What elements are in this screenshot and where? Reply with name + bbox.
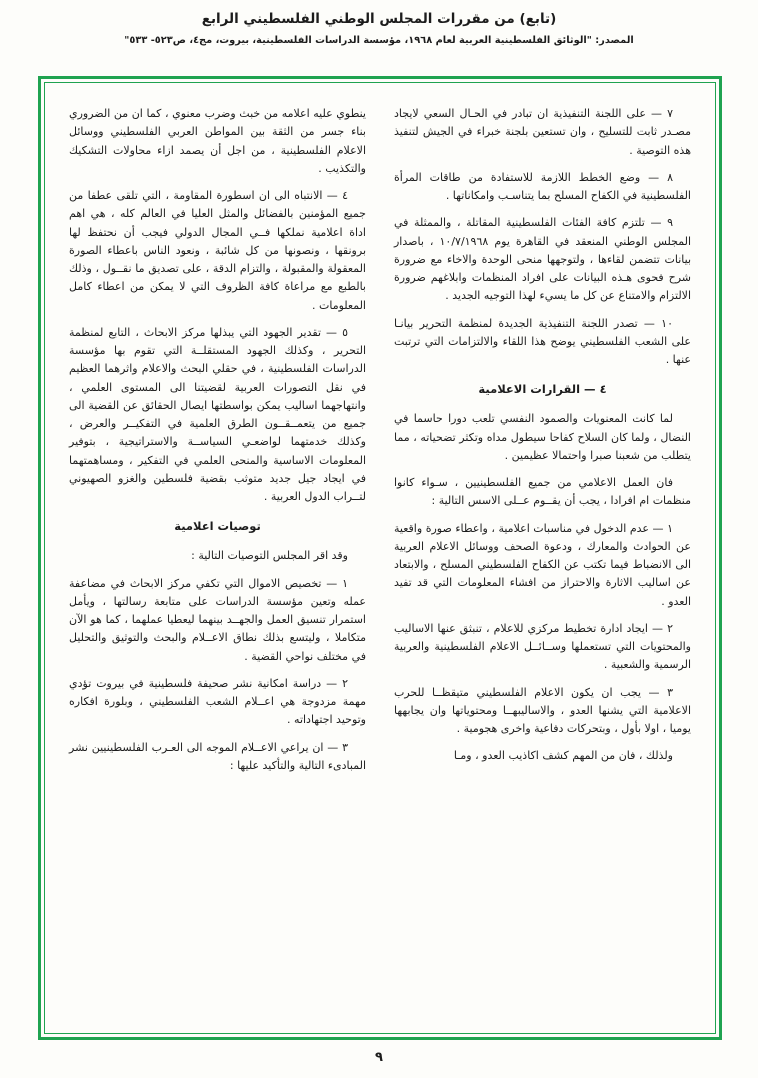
resolution-item-9: ٩ — تلتزم كافة الفئات الفلسطينية المقاتلة ، والممثلة في المجلس الوطني المنعقد في القاهرة يوم ١٠/٧/١٩٦٨ ، باصدار بيانات تتضمن لقاءها ، ولتوجهها منحى الوحدة والاخاء مع ضرورة شرح فحوى هـذه البيانات على افراد المنظمات وابلاغهم ضرورة الالتزام والامتناع عن كل ما يسيء لهذا التوجيه الجديد .	[394, 216, 691, 303]
resolution-item-8: ٨ — وضع الخطط اللازمة للاستفادة من طاقات المرأة الفلسطينية في الكفاح المسلح بما يتناسـب وامكاناتها .	[394, 170, 691, 202]
section-heading-media-recommendations: توصيات اعلامية	[174, 519, 261, 534]
paragraph: فان العمل الاعلامي من جميع الفلسطينيين ، سـواء كانوا منظمات ام افرادا ، يجب أن يقــوم عــلى الاسس التالية :	[394, 476, 691, 508]
section-heading-media-resolutions: ٤ — القرارات الاعلامية	[478, 382, 607, 397]
paragraph: لما كانت المعنويات والصمود النفسي تلعب دورا حاسما في النضال ، ولما كان السلاح كفاحا سيطول مداه وتكثر تضحياته ، مما يتطلب من شعبنا صبرا واحتمالا عظيمين .	[394, 412, 691, 462]
paragraph-continuation: ينطوي عليه اعلامه من خبث وضرب معنوي ، كما ان من الضروري بناء جسر من الثقة بين المواطن العربي الفلسطيني ووسائل الاعلام الفلسطينية ، من اجل أن يصمد ازاء محاولات التشكيك والتكذيب .	[69, 107, 366, 175]
media-principle-item-1: ١ — عدم الدخول في مناسبات اعلامية ، واعطاء صورة واقعية عن الحوادث والمعارك ، ودعوة الصحف ووسائل الاعلام العربية الى الانضباط فيما تكتب عن الكفاح الفلسطيني المسلح ، والابتعاد عن اساليب الاثارة والاحتراز من افشاء المعلومات التي قد تفيد العدو .	[394, 521, 691, 608]
page-number: ٩	[375, 1050, 383, 1065]
document-header	[0, 0, 758, 46]
resolution-item-7: ٧ — على اللجنة التنفيذية ان تبادر في الحـال السعي لايجاد مصـدر ثابت للتسليح ، وان تستعين بلجنة خبراء في الجيش لتنفيذ هذه التوصية .	[394, 107, 691, 157]
document-source-line: المصدر: "الوثائق الفلسطينية العربية لعام ١٩٦٨، مؤسسة الدراسات الفلسطينية، بيروت، مج٤، ص٥٢٣- ٥٣٣"	[124, 35, 634, 46]
media-principle-item-4: ٤ — الانتباه الى ان اسطورة المقاومة ، التي تلقى عطفا من جميع المؤمنين بالفضائل والمثل العليا في العالم كله ، هي اهم اداة اعلامية نملكها فــي المجال الدولي فيجب أن نحتفظ لها برونقها ، ونصونها من كل شائبة ، ونعود الناس باعطاء الصورة المعقولة والمقبولة ، والتزام الدقة ، على تصديق ما نقــول ، وذلك بالطبع مع مراعاة كافة الظروف التي لا يمكن من اعطاء كامل المعلومات .	[69, 189, 366, 312]
green-frame-inner-line	[44, 82, 716, 1034]
green-double-frame	[38, 76, 722, 1040]
recommendation-item-1: ١ — تخصيص الاموال التي تكفي مركز الابحاث في مضاعفة عمله وتعين مؤسسة الدراسات على متابعة رسالتها ، ويأمل استمرار تنسيق العمل والجهــد بينهما ليعطيا عملهما ، كما هو الآن متكاملا ، وليتسع بذلك نطاق الاعــلام والبحث والتوثيق والتحليل في مختلف نواحي القضية .	[69, 576, 366, 663]
column-right	[394, 105, 691, 1011]
document-title: (تابع) من مقررات المجلس الوطني الفلسطيني الرابع	[201, 11, 557, 27]
media-principle-item-3: ٣ — يجب ان يكون الاعلام الفلسطيني متيقظــا للحرب الاعلامية التي يشنها العدو ، والاساليبهــا ومحتوياتها وان يجابهها يوميا ، اولا بأول ، وبتحركات دفاعية واخرى هجومية .	[394, 685, 691, 736]
media-principle-item-5: ٥ — تقدير الجهود التي يبذلها مركز الابحاث ، التابع لمنظمة التحرير ، وكذلك الجهود المستقلــة التي تقوم بها مؤسسة الدراسات الفلسطينية ، في حقلي البحث والاعلام واثرهما العظيم في نقل التصورات العربية لقضيتنا الى المستوى العلمي ، وانتهاجهما اساليب يمكن بواسطتها ايصال الحقائق عن القضية الى جميع من يتعمــقــون الطرق العلمية في التفكيــر والعرض ، وكذلك خدمتهما لواضعـي السياســة والاستراتيجية ، بتوفير المعلومات الاساسية والمنحى العلمي في التفكير ، ومساهمتهما في ايجاد جيل جديد متوثب بقضية فلسطين والغزو الصهيوني لتــراب الدول العربية .	[69, 325, 366, 503]
two-column-text-area	[69, 105, 691, 1011]
recommendations-intro: وقد اقر المجلس التوصيات التالية :	[191, 549, 348, 563]
paragraph-continuation-lead: ولذلك ، فان من المهم كشف اكاذيب العدو ، ومـا	[453, 749, 673, 763]
recommendation-item-3: ٣ — ان يراعي الاعــلام الموجه الى العـرب الفلسطينيين نشر المبادىء التالية والتأكيد عليها :	[69, 740, 366, 772]
resolution-item-10: ١٠ — تصدر اللجنة التنفيذية الجديدة لمنظمة التحرير بيانـا على الشعب الفلسطيني يوضح هذا اللقاء والالتزامات التي ترتبت عنها .	[394, 316, 691, 366]
media-principle-item-2: ٢ — ايجاد ادارة تخطيط مركزي للاعلام ، تنبثق عنها الاساليب والمحتويات التي تستعملها وســائــل الاعلام الفلسطينية والعربية الرسمية والشعبية .	[394, 621, 691, 672]
column-left	[69, 105, 366, 1011]
recommendation-item-2: ٢ — دراسة امكانية نشر صحيفة فلسطينية في بيروت تؤدي مهمة مزدوجة هي اعــلام الشعب الفلسطيني ، وبلورة افكاره وتوحيد اجتهاداته .	[69, 676, 366, 727]
